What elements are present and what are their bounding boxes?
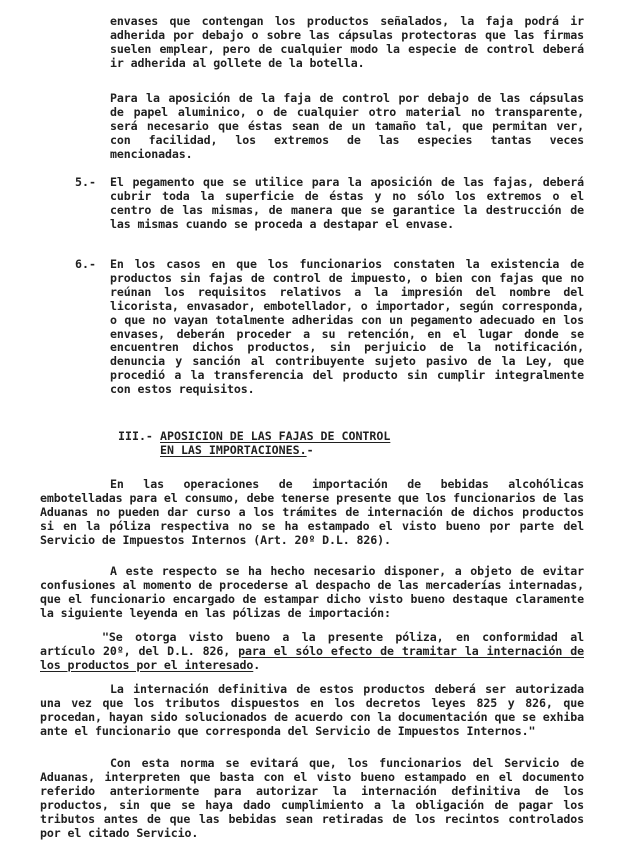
paragraph-conclusion: Con esta norma se evitará que, los funcionarios del Servicio de Aduanas, interpreten que basta con el visto bueno estampado en el documento referido anteriormente para autorizar la internación definitiva de los productos, sin que se haya dado cumplimiento a la obligación de pagar los tributos antes de que las bebidas sean retiradas de los recintos controlados por el citado Servicio. [40, 756, 584, 840]
quote-definitive-internation: La internación definitiva de estos productos deberá ser autorizada una vez que los tributos dispuestos en los decretos leyes 825 y 826, que procedan, hayan sido solucionados de acuerdo con la documentación que se exhiba ante el funcionario que corresponda del Servicio de Impuestos Internos." [40, 682, 584, 738]
section-title-line-2 [160, 444, 314, 458]
section-title-line-1: APOSICION DE LAS FAJAS DE CONTROL [160, 429, 391, 443]
section-number: III.- [118, 429, 153, 443]
quote-end: . [253, 657, 261, 672]
item-6-text: En los casos en que los funcionarios constaten la existencia de productos sin fajas de control de impuesto, o bien con fajas que no reúnan los requisitos relativos a la impresión del nombre del licorista, envasador, embotellador, o importador, según corresponda, o que no vayan totalmente adheridas con un pegamento adecuado en los envases, deberán proceder a su retención, en el lugar donde se encuentren dichos productos, sin perjuicio de la notificación, denuncia y sanción al contribuyente sujeto pasivo de la Ley, que procedió a la transferencia del producto sin cumplir integralmente con estos requisitos. [110, 257, 584, 397]
paragraph-import-operations: En las operaciones de importación de bebidas alcohólicas embotelladas para el consumo, debe tenerse presente que los funcionarios de las Aduanas no pueden dar curso a los trámites de internación de dichos productos si en la póliza respectiva no se ha estampado el visto bueno por parte del Servicio de Impuestos Internos (Art. 20º D.L. 826). [40, 477, 584, 547]
quote-underlined: para el sólo efecto de tramitar la internación de los productos por el interesado [40, 643, 584, 672]
quote-visto-bueno [40, 631, 584, 673]
paragraph-disposition: A este respecto se ha hecho necesario disponer, a objeto de evitar confusiones al momento de procederse al despacho de las mercaderías internadas, que el funcionario encargado de estampar dicho visto bueno destaque claramente la siguiente leyenda en las pólizas de importación: [40, 564, 584, 620]
section-title-line-2-text: EN LAS IMPORTACIONES. [160, 443, 307, 457]
paragraph-bottle-neck: envases que contengan los productos señalados, la faja podrá ir adherida por debajo o sobre las cápsulas protectoras que las firmas suelen emplear, pero de cualquier modo la especie de control deberá ir adherida al gollete de la botella. [110, 14, 584, 70]
item-5-text: El pegamento que se utilice para la aposición de las fajas, deberá cubrir toda la superficie de éstas y no sólo los extremos o el centro de las mismas, de manera que se garantice la destrucción de las mismas cuando se proceda a destapar el envase. [110, 175, 584, 231]
item-6-number: 6.- [75, 257, 96, 271]
item-5-number: 5.- [75, 175, 96, 189]
paragraph-aluminum-capsules: Para la aposición de la faja de control por debajo de las cápsulas de papel aluminico, o de cualquier otro material no transparente, será necesario que éstas sean de un tamaño tal, que permitan ver, con facilidad, los extremos de las especies tantas veces mencionadas. [110, 91, 584, 161]
section-title-suffix: - [306, 443, 314, 457]
quote-start: "Se otorga visto bueno a la presente póliza, en conformidad al artículo 20º, del D.L. 826, [40, 630, 584, 658]
